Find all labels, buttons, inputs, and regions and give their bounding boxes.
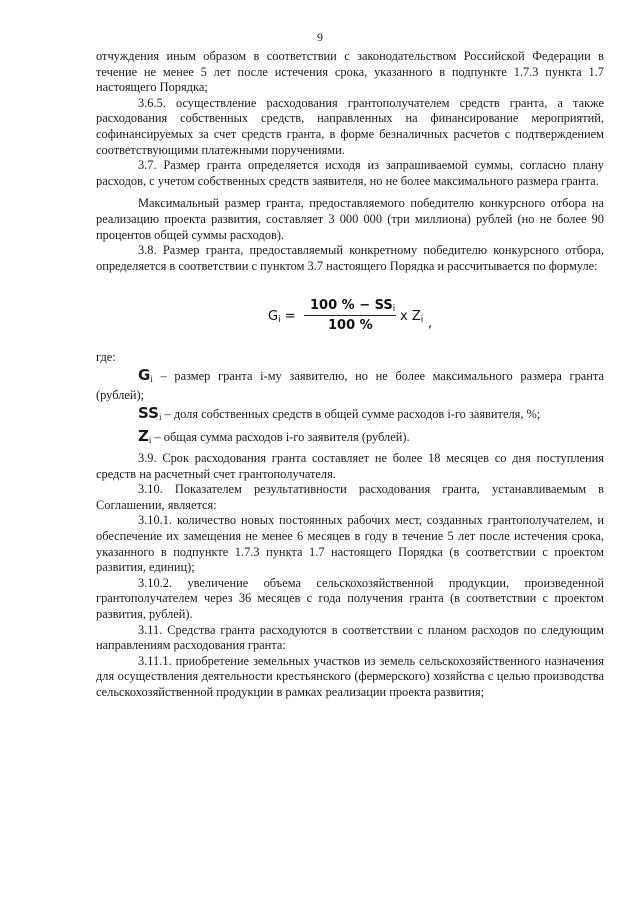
definitions-block — [96, 368, 604, 448]
formula-lhs: $G_i$ = — [268, 309, 296, 325]
paragraph-continuation: отчуждения иным образом в соответствии с законодательством Российской Федерации в течение не менее 5 лет после истечения срока, указанного в подпункте 1.7.3 пункта 1.7 настоящего Порядка; — [96, 49, 604, 95]
paragraph-3-8: 3.8. Размер гранта, предоставляемый конкретному победителю конкурсного отбора, определяется в соответствии с пунктом 3.7 настоящего Порядка и рассчитывается по формуле: — [96, 243, 604, 273]
formula-comma: , — [428, 316, 433, 331]
definition-z: $Z_i$ – общая сумма расходов i-го заявителя (рублей). — [138, 426, 410, 445]
where-label: где: — [96, 350, 116, 364]
fraction-bar — [304, 315, 396, 316]
paragraph-3-10-1: 3.10.1. количество новых постоянных рабочих мест, созданных грантополучателем, и обеспечение их замещения не менее 6 месяцев в году в течение 5 лет после истечения срока, указанного в подпункте 1.7.3 пункта 1.7 настоящего Порядка (в соответствии с проектом развития, единиц); — [96, 513, 604, 575]
formula-denominator: 100 % — [328, 318, 373, 333]
paragraph-3-6-5: 3.6.5. осуществление расходования грантополучателем средств гранта, а также расходования собственных средств, направленных на финансирование мероприятий, софинансируемых за счет средств гранта, в форме безналичных расчетов с подтверждением соответствующими платежными поручениями. — [96, 95, 604, 157]
formula-numerator: 100 % − $SS_i$ — [310, 298, 396, 314]
paragraph-3-10-2: 3.10.2. увеличение объема сельскохозяйственной продукции, произведенной грантополучателем через 36 месяцев с года получения гранта (в соответствии с проектом развития, рублей). — [96, 575, 604, 621]
definition-ss: $SS_i$ – доля собственных средств в общей сумме расходов i-го заявителя, %; — [138, 404, 541, 423]
paragraph-3-9: 3.9. Срок расходования гранта составляет не более 18 месяцев со дня поступления средств на расчетный счет грантополучателя. — [96, 451, 604, 481]
text-block-bottom — [96, 451, 604, 701]
formula-multiplier: x $Z_i$ — [400, 309, 424, 325]
paragraph-3-7: 3.7. Размер гранта определяется исходя из запрашиваемой суммы, согласно плану расходов, с учетом собственных средств заявителя, но не более максимального размера гранта. — [96, 158, 604, 188]
page-number: 9 — [317, 30, 323, 44]
definition-g: $G_i$ – размер гранта i-му заявителю, но не более максимального размера гранта (рублей); — [96, 366, 604, 402]
paragraph-max-grant: Максимальный размер гранта, предоставляемого победителю конкурсного отбора на реализацию проекта развития, составляет 3 000 000 (три миллиона) рублей (но не более 90 процентов общей суммы расходов). — [96, 196, 604, 242]
paragraph-3-10: 3.10. Показателем результативности расходования гранта, устанавливаемым в Соглашении, является: — [96, 482, 604, 512]
grant-formula — [268, 296, 468, 336]
paragraph-3-11-1: 3.11.1. приобретение земельных участков из земель сельскохозяйственного назначения для осуществления деятельности крестьянского (фермерского) хозяйства с целью производства сельскохозяйственной продукции в рамках реализации проекта развития; — [96, 653, 604, 699]
text-block-top — [96, 49, 604, 274]
paragraph-3-11: 3.11. Средства гранта расходуются в соответствии с планом расходов по следующим направлениям расходования гранта: — [96, 622, 604, 653]
